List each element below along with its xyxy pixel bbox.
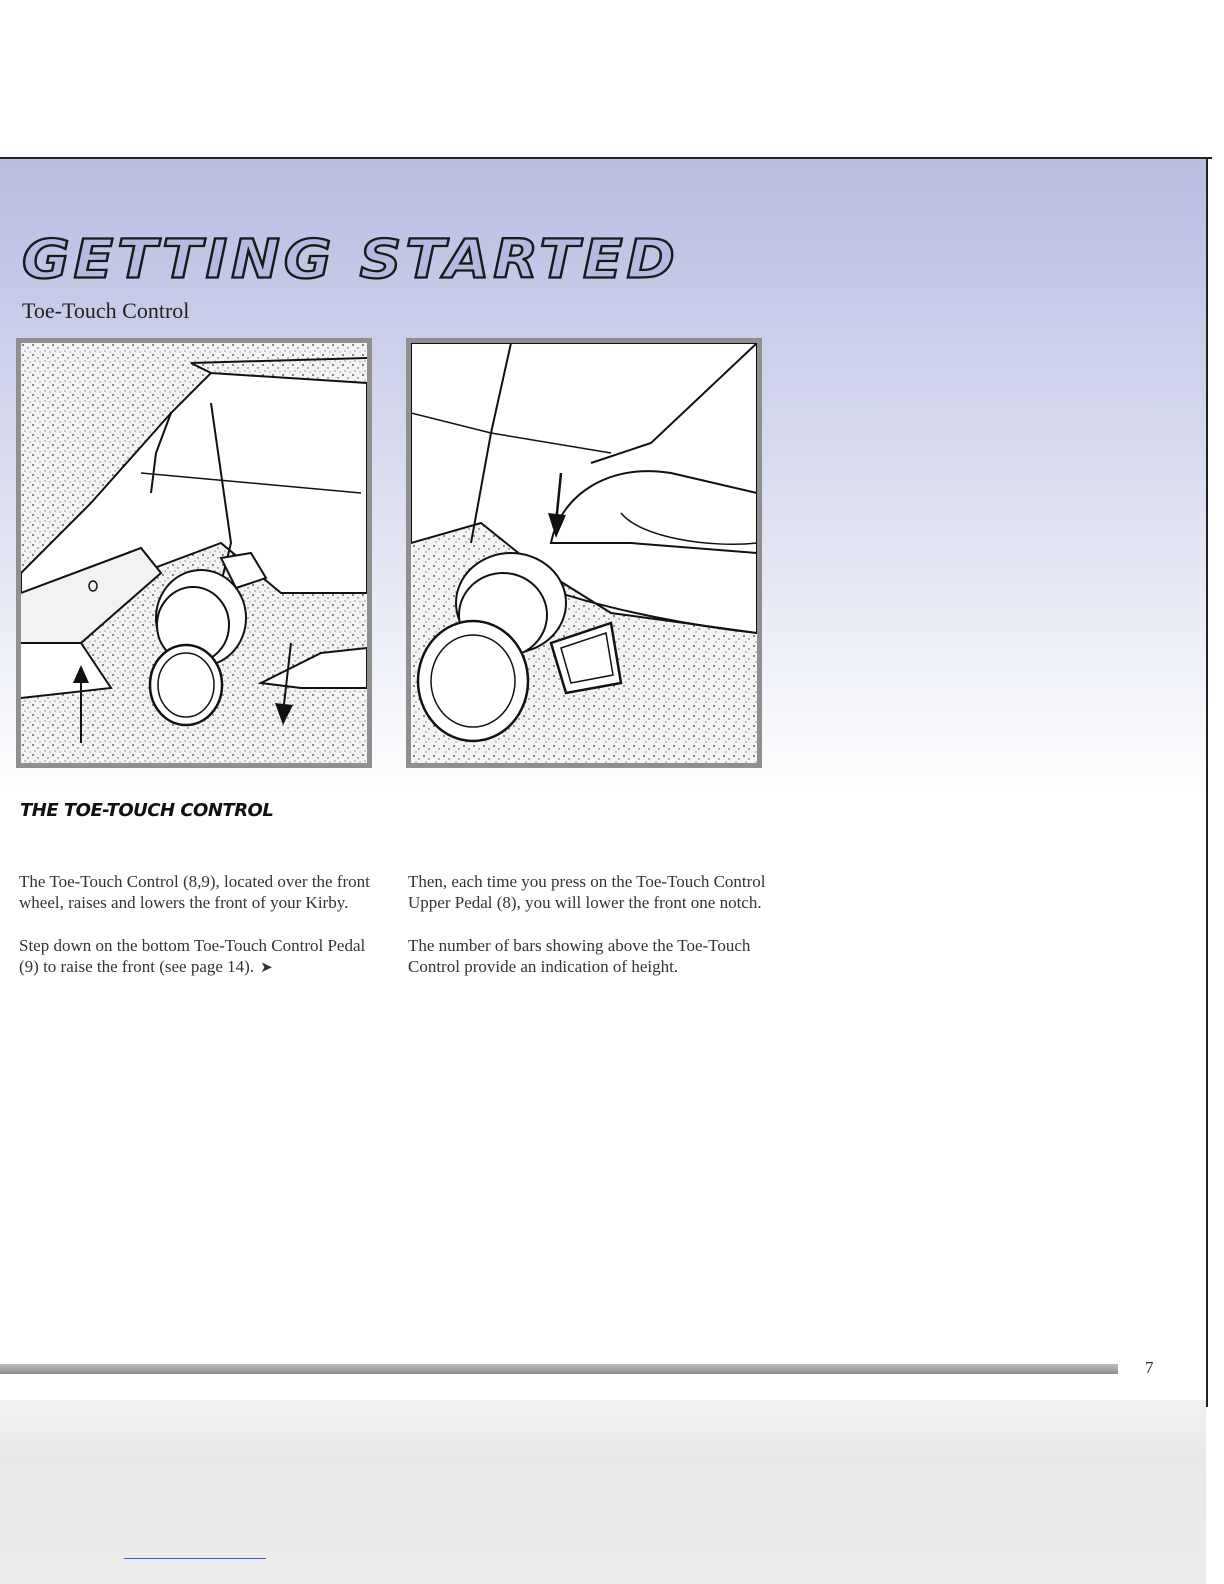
paragraph: The Toe-Touch Control (8,9), located over the front wheel, raises and lowers the front of your Kirby.	[19, 872, 370, 912]
paragraph: The number of bars showing above the Toe-Touch Control provide an indication of height.	[408, 936, 751, 976]
section-heading: THE TOE-TOUCH CONTROL	[20, 800, 274, 821]
vacuum-toe-touch-lower-illustration	[411, 343, 757, 763]
left-column	[19, 871, 379, 1000]
footer-bar	[0, 1364, 1118, 1374]
page-subtitle: Toe-Touch Control	[22, 298, 190, 323]
page-title: GETTING STARTED	[22, 228, 679, 291]
scan-margin	[0, 1400, 1206, 1584]
paragraph: Then, each time you press on the Toe-Touch Control Upper Pedal (8), you will lower the front one notch.	[408, 872, 766, 912]
right-column	[408, 871, 768, 999]
vacuum-toe-touch-raise-illustration	[21, 343, 367, 763]
paragraph-with-arrow	[19, 935, 379, 978]
next-arrow-icon: ➤	[260, 958, 273, 976]
right-rule	[1206, 157, 1208, 1407]
figure-lower	[406, 338, 762, 768]
figure-raise	[16, 338, 372, 768]
page-number: 7	[1145, 1358, 1154, 1377]
blue-underline	[124, 1558, 266, 1559]
paragraph-text: Step down on the bottom Toe-Touch Control Pedal (9) to raise the front (see page 14).	[19, 936, 366, 976]
